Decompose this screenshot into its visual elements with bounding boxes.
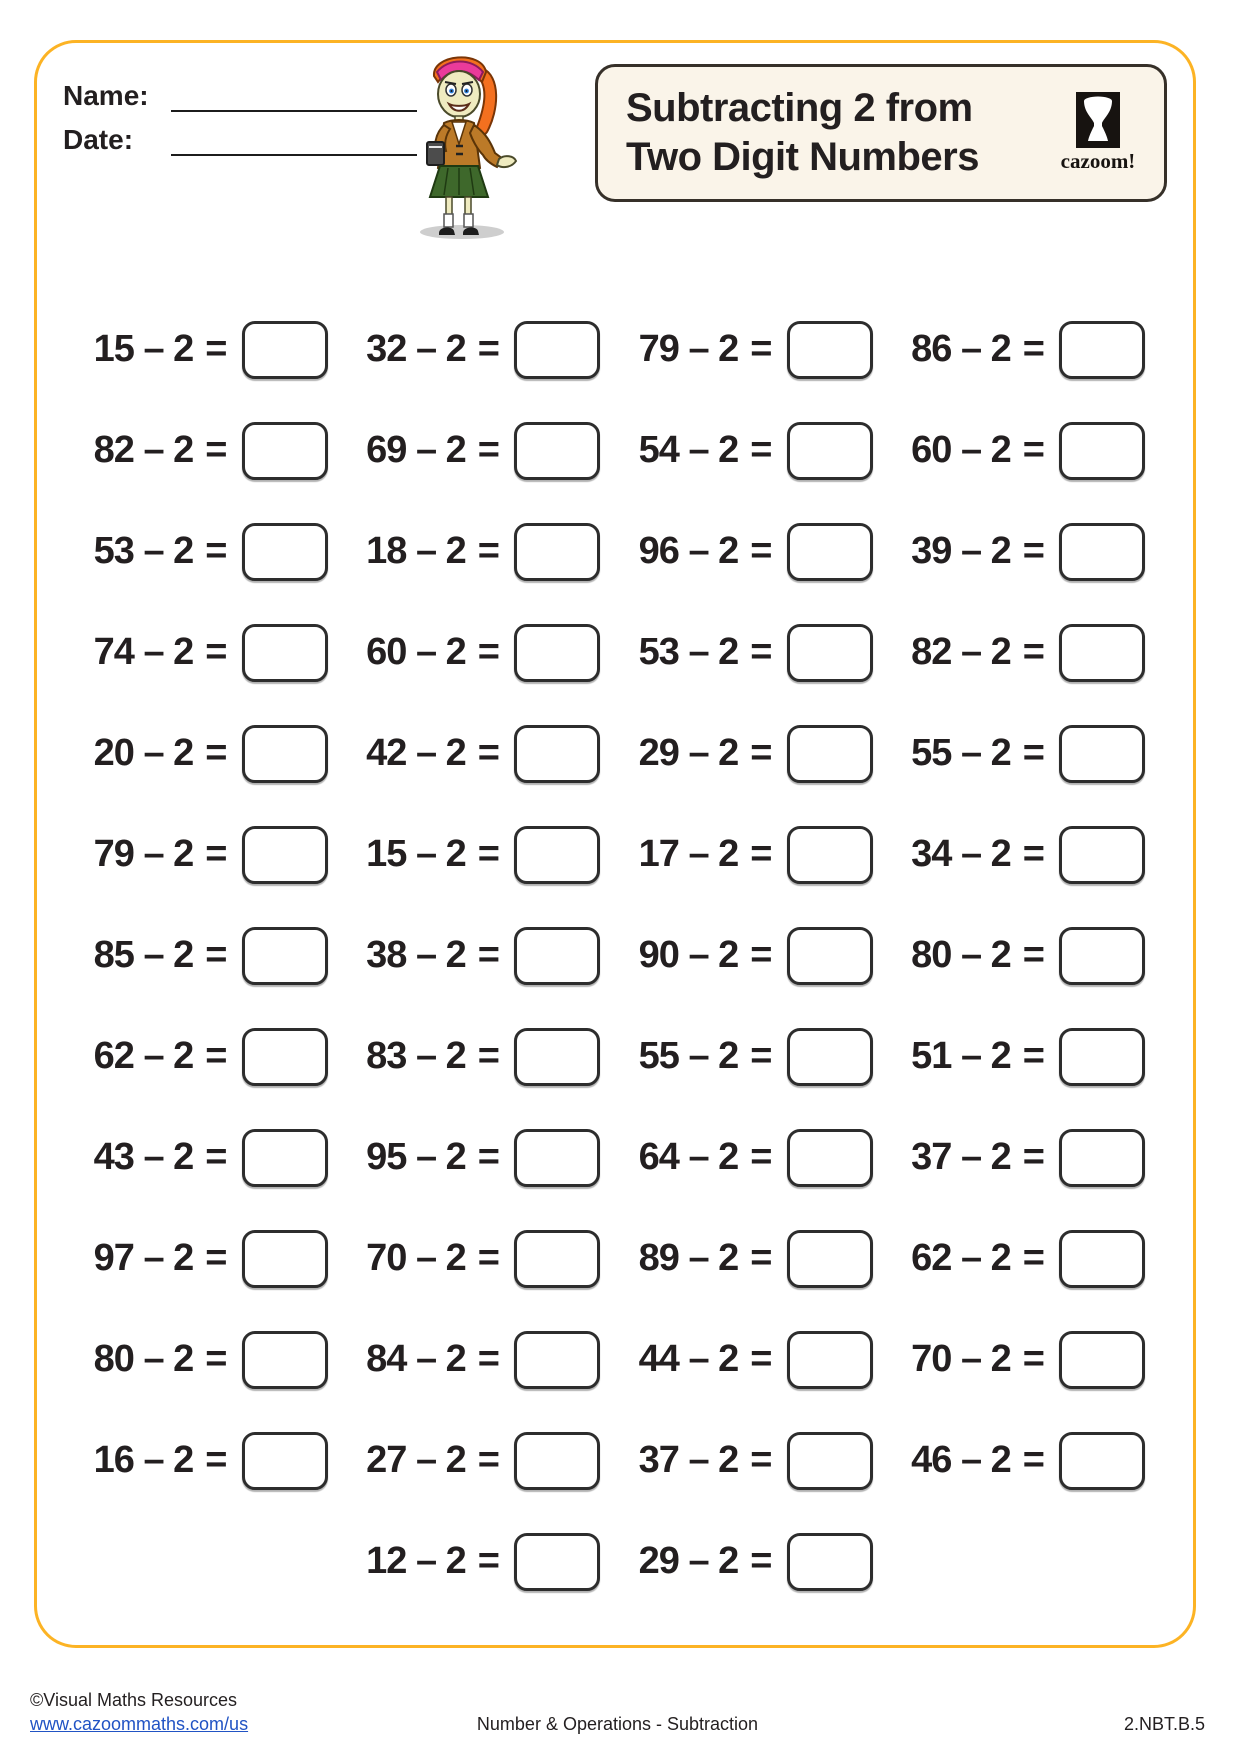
problem-cell xyxy=(883,905,1156,1006)
answer-box[interactable] xyxy=(787,927,873,985)
equals-sign: = xyxy=(750,530,773,572)
answer-box[interactable] xyxy=(1059,321,1145,379)
problem-expression: 53 – 2 xyxy=(93,530,194,572)
answer-box[interactable] xyxy=(242,422,328,480)
answer-box[interactable] xyxy=(787,1230,873,1288)
problem-expression: 85 – 2 xyxy=(93,934,194,976)
problem-cell xyxy=(65,299,338,400)
answer-box[interactable] xyxy=(787,1028,873,1086)
problem-cell xyxy=(65,501,338,602)
problem-cell xyxy=(65,804,338,905)
problem-cell xyxy=(610,400,883,501)
answer-box[interactable] xyxy=(514,725,600,783)
answer-box[interactable] xyxy=(1059,523,1145,581)
equals-sign: = xyxy=(477,328,500,370)
problem-cell xyxy=(610,501,883,602)
answer-box[interactable] xyxy=(242,826,328,884)
equals-sign: = xyxy=(477,833,500,875)
copyright-text: ©Visual Maths Resources xyxy=(30,1690,238,1710)
name-row xyxy=(63,68,417,112)
answer-box[interactable] xyxy=(1059,725,1145,783)
problem-cell xyxy=(65,1107,338,1208)
problem-expression: 60 – 2 xyxy=(911,429,1011,471)
problem-cell xyxy=(338,703,611,804)
problem-cell xyxy=(338,501,611,602)
problem-cell xyxy=(883,1006,1156,1107)
equals-sign: = xyxy=(205,328,228,370)
cazoom-logo xyxy=(1050,92,1146,174)
equals-sign: = xyxy=(750,934,773,976)
problem-expression: 29 – 2 xyxy=(638,1540,739,1582)
problem-expression: 82 – 2 xyxy=(93,429,194,471)
equals-sign: = xyxy=(750,1439,773,1481)
problem-cell xyxy=(883,400,1156,501)
answer-box[interactable] xyxy=(787,523,873,581)
answer-box[interactable] xyxy=(1059,1230,1145,1288)
equals-sign: = xyxy=(205,1439,228,1481)
problem-cell xyxy=(338,1410,611,1511)
date-row xyxy=(63,112,417,156)
standard-code: 2.NBT.B.5 xyxy=(1123,1714,1205,1734)
answer-box[interactable] xyxy=(514,1432,600,1490)
problem-expression: 80 – 2 xyxy=(93,1338,194,1380)
equals-sign: = xyxy=(477,1338,500,1380)
problem-cell xyxy=(338,1006,611,1107)
date-input-line[interactable] xyxy=(171,122,417,156)
problem-expression: 79 – 2 xyxy=(93,833,194,875)
problem-expression: 90 – 2 xyxy=(638,934,739,976)
problem-expression: 16 – 2 xyxy=(93,1439,194,1481)
equals-sign: = xyxy=(477,631,500,673)
equals-sign: = xyxy=(477,530,500,572)
answer-box[interactable] xyxy=(1059,422,1145,480)
equals-sign: = xyxy=(1022,1338,1045,1380)
equals-sign: = xyxy=(205,530,228,572)
answer-box[interactable] xyxy=(514,1331,600,1389)
problem-cell xyxy=(610,804,883,905)
problem-cell xyxy=(883,602,1156,703)
problem-expression: 84 – 2 xyxy=(366,1338,466,1380)
equals-sign: = xyxy=(750,328,773,370)
answer-box[interactable] xyxy=(242,1331,328,1389)
equals-sign: = xyxy=(205,631,228,673)
answer-box[interactable] xyxy=(242,624,328,682)
problem-cell xyxy=(338,1208,611,1309)
answer-box[interactable] xyxy=(787,1533,873,1591)
worksheet-title-line1: Subtracting 2 from xyxy=(626,86,973,131)
problem-cell xyxy=(65,905,338,1006)
answer-box[interactable] xyxy=(514,321,600,379)
equals-sign: = xyxy=(205,1338,228,1380)
equals-sign: = xyxy=(1022,1439,1045,1481)
equals-sign: = xyxy=(205,934,228,976)
problem-expression: 51 – 2 xyxy=(911,1035,1011,1077)
problem-expression: 34 – 2 xyxy=(911,833,1011,875)
name-label: Name: xyxy=(63,80,149,111)
problem-expression: 17 – 2 xyxy=(638,833,739,875)
equals-sign: = xyxy=(750,1136,773,1178)
problem-cell xyxy=(338,1511,611,1612)
problem-cell xyxy=(65,1208,338,1309)
equals-sign: = xyxy=(750,1338,773,1380)
worksheet-title xyxy=(626,84,1050,182)
equals-sign: = xyxy=(1022,732,1045,774)
equals-sign: = xyxy=(1022,934,1045,976)
answer-box[interactable] xyxy=(514,1129,600,1187)
answer-box[interactable] xyxy=(787,826,873,884)
problem-cell xyxy=(610,1309,883,1410)
answer-box[interactable] xyxy=(242,1230,328,1288)
equals-sign: = xyxy=(205,1035,228,1077)
name-date-block xyxy=(63,68,417,156)
problem-cell xyxy=(338,299,611,400)
equals-sign: = xyxy=(750,1540,773,1582)
equals-sign: = xyxy=(1022,631,1045,673)
problem-expression: 54 – 2 xyxy=(638,429,739,471)
equals-sign: = xyxy=(477,1136,500,1178)
equals-sign: = xyxy=(477,429,500,471)
equals-sign: = xyxy=(205,833,228,875)
answer-box[interactable] xyxy=(242,523,328,581)
category-text: Number & Operations - Subtraction xyxy=(476,1714,759,1734)
equals-sign: = xyxy=(205,1237,228,1279)
problem-expression: 38 – 2 xyxy=(366,934,466,976)
answer-box[interactable] xyxy=(787,1432,873,1490)
problem-cell xyxy=(338,602,611,703)
problem-expression: 29 – 2 xyxy=(638,732,739,774)
equals-sign: = xyxy=(750,1035,773,1077)
equals-sign: = xyxy=(1022,1035,1045,1077)
answer-box[interactable] xyxy=(787,725,873,783)
problem-expression: 80 – 2 xyxy=(911,934,1011,976)
answer-box[interactable] xyxy=(514,422,600,480)
problem-cell xyxy=(338,804,611,905)
problem-expression: 74 – 2 xyxy=(93,631,194,673)
problem-cell-empty xyxy=(883,1511,1156,1612)
problem-cell xyxy=(610,299,883,400)
problem-cell xyxy=(65,1006,338,1107)
problem-cell xyxy=(610,1107,883,1208)
problem-cell xyxy=(610,602,883,703)
problem-expression: 69 – 2 xyxy=(366,429,466,471)
equals-sign: = xyxy=(1022,833,1045,875)
equals-sign: = xyxy=(1022,1237,1045,1279)
problem-expression: 15 – 2 xyxy=(93,328,194,370)
equals-sign: = xyxy=(750,631,773,673)
equals-sign: = xyxy=(750,1237,773,1279)
problem-expression: 18 – 2 xyxy=(366,530,466,572)
problem-expression: 83 – 2 xyxy=(366,1035,466,1077)
problem-cell xyxy=(883,804,1156,905)
problem-expression: 12 – 2 xyxy=(366,1540,466,1582)
problem-expression: 39 – 2 xyxy=(911,530,1011,572)
equals-sign: = xyxy=(477,732,500,774)
worksheet-title-line2: Two Digit Numbers xyxy=(626,135,979,179)
equals-sign: = xyxy=(1022,429,1045,471)
equals-sign: = xyxy=(205,1136,228,1178)
problem-cell xyxy=(610,905,883,1006)
equals-sign: = xyxy=(477,934,500,976)
problem-cell xyxy=(883,703,1156,804)
problem-cell xyxy=(883,501,1156,602)
answer-box[interactable] xyxy=(514,927,600,985)
problem-cell xyxy=(883,1107,1156,1208)
answer-box[interactable] xyxy=(242,321,328,379)
name-input-line[interactable] xyxy=(171,78,417,112)
problem-expression: 32 – 2 xyxy=(366,328,466,370)
problem-expression: 70 – 2 xyxy=(911,1338,1011,1380)
answer-box[interactable] xyxy=(1059,826,1145,884)
equals-sign: = xyxy=(477,1540,500,1582)
answer-box[interactable] xyxy=(514,1230,600,1288)
problem-expression: 96 – 2 xyxy=(638,530,739,572)
problem-expression: 15 – 2 xyxy=(366,833,466,875)
problem-cell xyxy=(883,1208,1156,1309)
problem-expression: 42 – 2 xyxy=(366,732,466,774)
problem-cell xyxy=(65,1410,338,1511)
answer-box[interactable] xyxy=(514,826,600,884)
problem-cell xyxy=(65,703,338,804)
problem-cell-empty xyxy=(65,1511,338,1612)
problem-cell xyxy=(610,703,883,804)
answer-box[interactable] xyxy=(787,422,873,480)
problem-expression: 97 – 2 xyxy=(93,1237,194,1279)
problem-expression: 20 – 2 xyxy=(93,732,194,774)
problem-cell xyxy=(338,1309,611,1410)
problem-cell xyxy=(883,299,1156,400)
answer-box[interactable] xyxy=(242,1129,328,1187)
problem-expression: 55 – 2 xyxy=(638,1035,739,1077)
answer-box[interactable] xyxy=(514,1533,600,1591)
equals-sign: = xyxy=(205,429,228,471)
problem-cell xyxy=(338,400,611,501)
answer-box[interactable] xyxy=(1059,1331,1145,1389)
problem-expression: 55 – 2 xyxy=(911,732,1011,774)
problem-cell xyxy=(610,1208,883,1309)
problem-expression: 27 – 2 xyxy=(366,1439,466,1481)
equals-sign: = xyxy=(477,1035,500,1077)
answer-box[interactable] xyxy=(514,624,600,682)
answer-box[interactable] xyxy=(242,1432,328,1490)
problem-cell xyxy=(610,1410,883,1511)
problem-expression: 53 – 2 xyxy=(638,631,739,673)
answer-box[interactable] xyxy=(1059,624,1145,682)
problem-expression: 46 – 2 xyxy=(911,1439,1011,1481)
problem-expression: 70 – 2 xyxy=(366,1237,466,1279)
schoolgirl-illustration xyxy=(396,42,526,240)
equals-sign: = xyxy=(477,1237,500,1279)
answer-box[interactable] xyxy=(514,1028,600,1086)
problem-expression: 64 – 2 xyxy=(638,1136,739,1178)
problem-expression: 82 – 2 xyxy=(911,631,1011,673)
problem-cell xyxy=(883,1309,1156,1410)
problem-expression: 43 – 2 xyxy=(93,1136,194,1178)
answer-box[interactable] xyxy=(787,321,873,379)
djembe-drum-icon xyxy=(1076,92,1120,148)
answer-box[interactable] xyxy=(787,624,873,682)
answer-box[interactable] xyxy=(242,1028,328,1086)
cazoom-logo-text: cazoom! xyxy=(1060,149,1136,173)
date-label: Date: xyxy=(63,124,134,155)
problem-cell xyxy=(65,602,338,703)
problem-cell xyxy=(883,1410,1156,1511)
footer xyxy=(30,1688,1205,1748)
answer-box[interactable] xyxy=(1059,927,1145,985)
equals-sign: = xyxy=(477,1439,500,1481)
problem-cell xyxy=(610,1006,883,1107)
equals-sign: = xyxy=(1022,1136,1045,1178)
answer-box[interactable] xyxy=(1059,1432,1145,1490)
problem-expression: 79 – 2 xyxy=(638,328,739,370)
equals-sign: = xyxy=(750,833,773,875)
problems-grid xyxy=(65,299,1155,1612)
problem-expression: 62 – 2 xyxy=(911,1237,1011,1279)
answer-box[interactable] xyxy=(242,725,328,783)
answer-box[interactable] xyxy=(787,1129,873,1187)
answer-box[interactable] xyxy=(514,523,600,581)
problem-cell xyxy=(610,1511,883,1612)
website-link[interactable]: www.cazoommaths.com/us xyxy=(30,1714,249,1735)
answer-box[interactable] xyxy=(1059,1129,1145,1187)
answer-box[interactable] xyxy=(1059,1028,1145,1086)
problem-cell xyxy=(338,1107,611,1208)
equals-sign: = xyxy=(750,732,773,774)
problem-expression: 95 – 2 xyxy=(366,1136,466,1178)
problem-expression: 62 – 2 xyxy=(93,1035,194,1077)
problem-expression: 37 – 2 xyxy=(911,1136,1011,1178)
title-box xyxy=(595,64,1167,202)
problem-cell xyxy=(65,400,338,501)
equals-sign: = xyxy=(750,429,773,471)
problem-expression: 86 – 2 xyxy=(911,328,1011,370)
equals-sign: = xyxy=(205,732,228,774)
answer-box[interactable] xyxy=(242,927,328,985)
problem-cell xyxy=(65,1309,338,1410)
problem-expression: 89 – 2 xyxy=(638,1237,739,1279)
problem-cell xyxy=(338,905,611,1006)
problem-expression: 37 – 2 xyxy=(638,1439,739,1481)
answer-box[interactable] xyxy=(787,1331,873,1389)
equals-sign: = xyxy=(1022,530,1045,572)
problem-expression: 44 – 2 xyxy=(638,1338,739,1380)
problem-expression: 60 – 2 xyxy=(366,631,466,673)
equals-sign: = xyxy=(1022,328,1045,370)
